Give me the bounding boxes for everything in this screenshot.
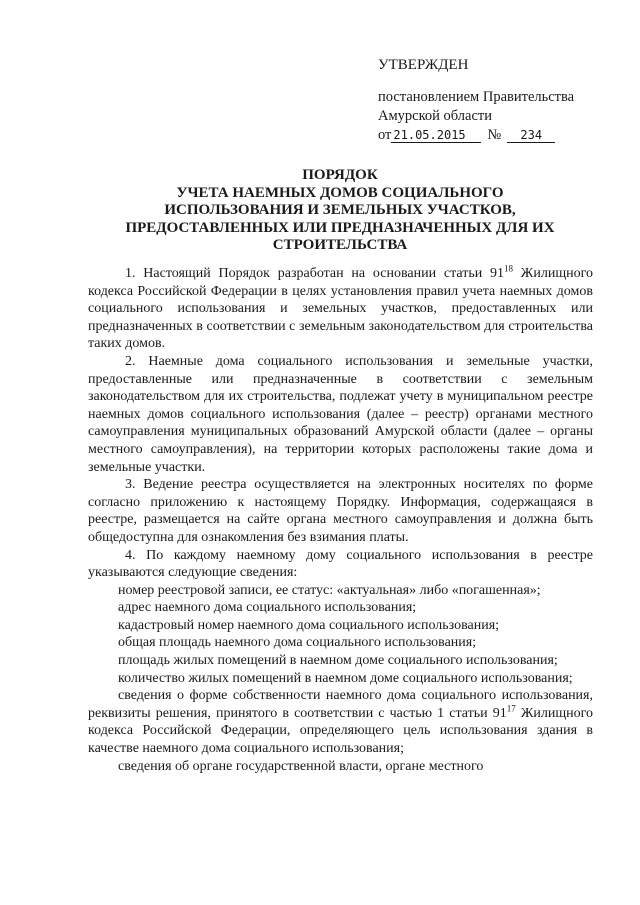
list-item-7-start: сведения о форме собственности наемного дома социального использования, реквизиты решения, принятого в соответствии с частью 1 статьи 91 — [88, 688, 593, 721]
title-line-1: ПОРЯДОК — [302, 167, 378, 183]
paragraph-4: 4. По каждому наемному дому социального использования в реестре указываются следующие сведения: — [88, 547, 593, 581]
title-line-2: УЧЕТА НАЕМНЫХ ДОМОВ СОЦИАЛЬНОГО — [176, 184, 504, 201]
list-item: сведения об органе государственной власти, органе местного — [118, 758, 484, 774]
approval-date: 21.05.2015 — [391, 128, 481, 143]
article-superscript-17: 17 — [506, 703, 516, 714]
list-item: кадастровый номер наемного дома социального использования; — [118, 617, 500, 633]
paragraph-1 — [88, 265, 593, 353]
paragraph-2: 2. Наемные дома социального использования и земельные участки, предоставленные или предназначенные в соответствии с земельным законодательством для их строительства, подлежат учету в муниципальном реестре наемных домов социального использования (далее – реестр) органами местного самоуправления муниципальных образований Амурской области (далее – органы местного самоуправления), на территории которых расположены такие дома и земельные участки. — [88, 353, 593, 475]
list-item: количество жилых помещений в наемном доме социального использования; — [118, 670, 573, 686]
title-line-3: ИСПОЛЬЗОВАНИЯ И ЗЕМЕЛЬНЫХ УЧАСТКОВ, — [164, 202, 516, 218]
number-sign: № — [487, 127, 502, 143]
list-item: общая площадь наемного дома социального использования; — [118, 635, 477, 651]
approval-line-2: Амурской области — [378, 108, 492, 124]
list-item: номер реестровой записи, ее статус: «актуальная» либо «погашенная»; — [118, 582, 541, 598]
paragraph-3: 3. Ведение реестра осуществляется на электронных носителях по форме согласно приложению к настоящему Порядку. Информация, содержащаяся в реестре, размещается на сайте органа местного самоуправления и должна быть общедоступна для ознакомления без взимания платы. — [88, 477, 593, 545]
list-item-7-end: Жилищного кодекса Российской Федерации, определяющего цель использования здания в качестве наемного дома социального использования; — [88, 705, 594, 757]
approval-line-1: постановлением Правительства — [378, 89, 575, 105]
paragraph-1-start: 1. Настоящий Порядок разработан на основании статьи 91 — [125, 266, 505, 281]
date-prefix: от — [378, 127, 392, 143]
paragraph-1-end: Жилищного кодекса Российской Федерации в целях установления правил учета наемных домов социального использования и земельных участков, предоставленных или предназначенных в соответствии с земельным законодательством для строительства таких домов. — [88, 266, 593, 352]
list-item: адрес наемного дома социального использования; — [118, 600, 417, 616]
document-title — [60, 167, 620, 255]
title-line-5: СТРОИТЕЛЬСТВА — [272, 237, 408, 253]
title-line-4: ПРЕДОСТАВЛЕННЫХ ИЛИ ПРЕДНАЗНАЧЕННЫХ ДЛЯ ИХ — [125, 219, 555, 236]
approval-heading: УТВЕРЖДЕН — [378, 57, 469, 73]
approval-number: 234 — [507, 128, 555, 143]
article-superscript-18: 18 — [504, 263, 514, 274]
list-item — [88, 687, 593, 757]
document-body — [88, 265, 593, 775]
approval-date-row — [378, 126, 574, 145]
approval-block — [378, 56, 574, 145]
list-item: площадь жилых помещений в наемном доме социального использования; — [118, 653, 558, 669]
